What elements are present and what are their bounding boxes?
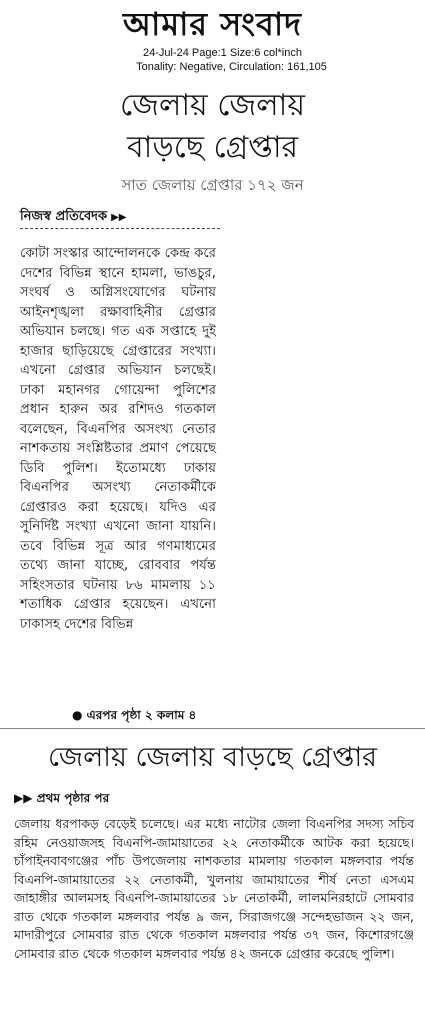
byline-arrow-icon: ▶▶ [111, 212, 127, 223]
headline-line-1: জেলায় জেলায় [119, 88, 305, 123]
continuation-note: ● এরপর পৃষ্ঠা ২ কলাম ৪ [72, 708, 197, 722]
section-divider [0, 728, 425, 729]
headline-line-2: বাড়ছে গ্রেপ্তার [126, 130, 299, 165]
jump-body [14, 815, 414, 963]
byline-divider [20, 228, 220, 229]
subheadline: সাত জেলায় গ্রেপ্তার ১৭২ জন [121, 176, 304, 194]
jump-prefix: ▶▶ প্রথম পৃষ্ঠার পর [14, 791, 110, 805]
byline [20, 207, 127, 228]
jump-headline: জেলায় জেলায় বাড়ছে গ্রেপ্তার [47, 742, 378, 773]
clip-meta-line-1: 24-Jul-24 Page:1 Size:6 col*inch [143, 47, 302, 59]
article-body-column [20, 244, 216, 634]
jump-body-text: জেলায় ধরপাকড় বেড়েই চলেছে। এর মধ্যে নাটোর জেলা বিএনপির সদস্য সচিব রহিম নেওয়াজসহ বিএনপি-জামায়াতের ২২ নেতাকর্মীকে আটক করা হয়েছে। চাঁপাইনবাবগঞ্জের পাঁচ উপজেলায় নাশকতার মামলায় গতকাল মঙ্গলবার পর্যন্ত বিএনপি-জামায়াতের ২২ নেতাকর্মী, খুলনায় জামায়াতের শীর্ষ নেতা এসএম জাহাঙ্গীর আলমসহ বিএনপি-জামায়াতের ১৮ নেতাকর্মী, লালমনিরহাটে সোমবার রাত থেকে গতকাল মঙ্গলবার পর্যন্ত ৯ জন, সিরাজগঞ্জে সন্দেহভাজন ২২ জন, মাদারীপুরে সোমবার রাত থেকে গতকাল মঙ্গলবার পর্যন্ত ৩৭ জন, কিশোরগঞ্জে সোমবার রাত থেকে গতকাল মঙ্গলবার পর্যন্ত ৪২ জনকে গ্রেপ্তার করেছে পুলিশ। [14, 816, 414, 961]
masthead [0, 0, 425, 74]
article-body-text: কোটা সংস্কার আন্দোলনকে কেন্দ্র করে দেশের বিভিন্ন স্থানে হামলা, ভাঙচুর, সংঘর্ষ ও অগ্নিসংযোগের ঘটনায় আইনশৃঙ্খলা রক্ষাবাহিনীর গ্রেপ্তার অভিযান চলছে। গত এক সপ্তাহে দুই হাজার ছাড়িয়েছে গ্রেপ্তারের সংখ্যা। এখনো গ্রেপ্তার অভিযান চলছেই। ঢাকা মহানগর গোয়েন্দা পুলিশের প্রধান হারুন অর রশিদও গতকাল বলেছেন, বিএনপির অসংখ্য নেতার নাশকতায় সংশ্লিষ্টতার প্রমাণ পেয়েছে ডিবি পুলিশ। ইতোমধ্যে ঢাকায় বিএনপির অসংখ্য নেতাকর্মীকে গ্রেপ্তারও করা হয়েছে। যদিও এর সুনির্দিষ্ট সংখ্যা এখনো জানা যায়নি। তবে বিভিন্ন সূত্র আর গণমাধ্যমের তথ্যে জানা যাচ্ছে, রোববার পর্যন্ত সহিংসতার ঘটনায় ৮৬ মামলায় ১১ শতাধিক গ্রেপ্তার হয়েছেন। এখনো ঢাকাসহ দেশের বিভিন্ন [20, 246, 216, 632]
newspaper-logo: আমার সংবাদ [123, 5, 302, 43]
clip-meta-line-2: Tonality: Negative, Circulation: 161,105 [136, 61, 327, 73]
byline-text: নিজস্ব প্রতিবেদক [20, 209, 108, 224]
